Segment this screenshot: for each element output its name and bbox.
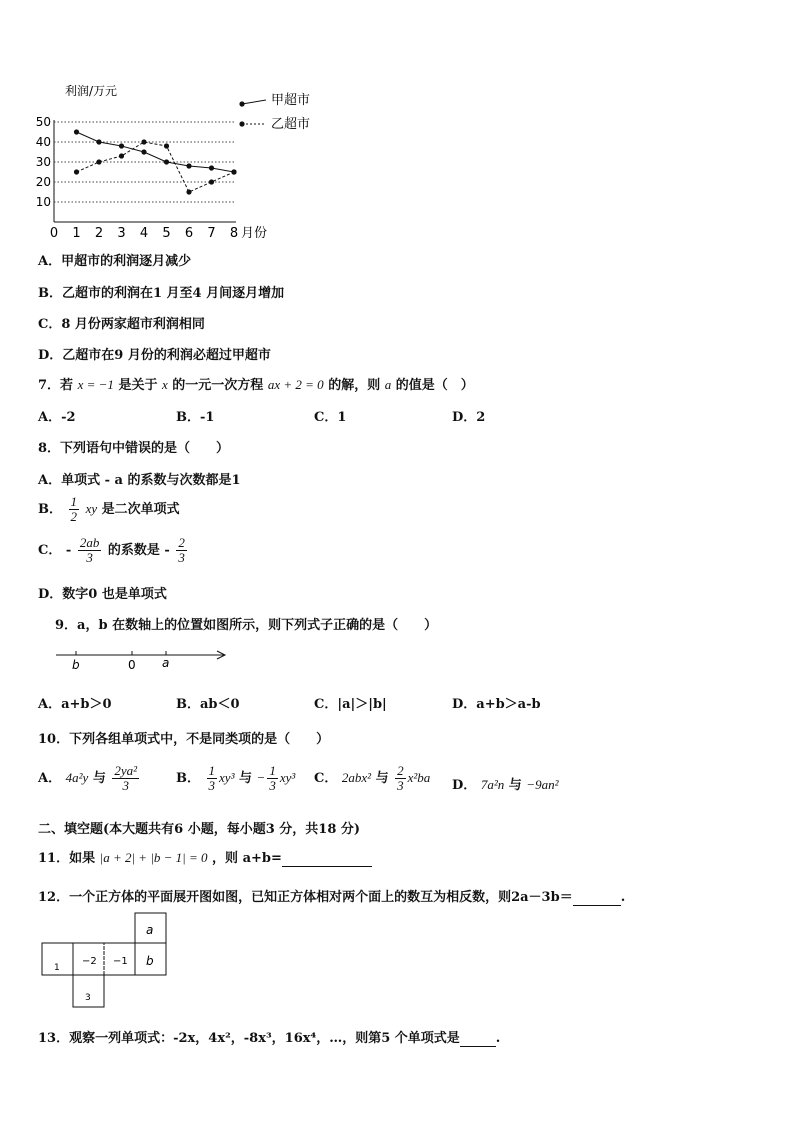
chart-xtick-label: 3 [117, 226, 126, 241]
chart-xtick-label: 4 [139, 226, 149, 241]
section-2-heading: 二、填空题(本大题共有6 小题，每小题3 分，共18 分) [38, 822, 361, 837]
chart-point-0 [186, 163, 191, 168]
q8-option-d: D．数字0 也是单项式 [38, 587, 167, 602]
q8-stem: 8．下列语句中错误的是（ ） [38, 441, 230, 456]
chart-point-1 [209, 179, 214, 184]
q12-stem: 12．一个正方体的平面展开图如图，已知正方体相对两个面上的数互为相反数，则2a－3b＝ . [38, 890, 626, 905]
chart-ytick-label: 30 [35, 155, 51, 169]
cube-face-neg1: −1 [113, 956, 128, 967]
q8-option-c: C． - $\frac{2ab}{3}$ 的系数是 - $\frac{2}{3}$ [38, 535, 185, 565]
chart-ytick-label: 50 [35, 115, 51, 129]
chart-xtick-label: 0 [49, 226, 59, 241]
cube-net-figure [40, 912, 175, 1012]
cube-face-b: b [146, 954, 154, 968]
chart-ytick-label: 10 [35, 195, 51, 209]
chart-xtick-label: 5 [162, 226, 171, 241]
chart-point-1 [96, 159, 101, 164]
q6-option-b: B．乙超市的利润在1 月至4 月间逐月增加 [38, 286, 285, 301]
chart-point-1 [231, 169, 236, 174]
chart-point-1 [186, 189, 191, 194]
q9-option-c: C．|a|＞|b| [314, 697, 387, 712]
q7-option-a: A．-2 [38, 410, 76, 425]
number-line-label-a: a [162, 656, 170, 670]
q6-option-d: D．乙超市在9 月份的利润必超过甲超市 [38, 348, 271, 363]
chart-point-0 [119, 143, 124, 148]
legend-label-0: 甲超市 [271, 93, 311, 108]
chart-xtick-label: 1 [72, 226, 81, 241]
chart-point-0 [164, 159, 169, 164]
number-line-label-0: 0 [128, 658, 136, 672]
legend-line-0 [242, 100, 266, 104]
q6-option-a: A．甲超市的利润逐月减少 [38, 254, 192, 269]
q13-answer-blank[interactable] [460, 1031, 496, 1047]
chart-point-0 [74, 129, 79, 134]
chart-xtick-label: 7 [207, 226, 216, 241]
q9-option-a: A．a+b＞0 [38, 697, 112, 712]
q7-option-c: C．1 [314, 410, 347, 425]
chart-point-1 [164, 143, 169, 148]
q10-option-b: B． $\frac{1}{3}$ xy³ 与 − $\frac{1}{3}$ xy³ [176, 763, 296, 793]
chart-point-1 [119, 153, 124, 158]
q10-stem: 10．下列各组单项式中，不是同类项的是（ ） [38, 732, 330, 747]
chart-xlabel: 月份 [241, 226, 268, 241]
cube-face-a: a [146, 923, 154, 937]
chart-point-1 [74, 169, 79, 174]
q7-option-b: B．-1 [176, 410, 215, 425]
chart-ytick-label: 40 [35, 135, 51, 149]
q8-option-a: A．单项式 - a 的系数与次数都是1 [38, 473, 241, 488]
q9-stem: 9．a，b 在数轴上的位置如图所示，则下列式子正确的是（ ） [55, 618, 438, 633]
chart-ylabel: 利润/万元 [65, 84, 118, 98]
q11-stem: 11．如果 |a + 2| + |b − 1| = 0 ，则 a+b= [38, 847, 372, 867]
q12-answer-blank[interactable] [573, 890, 621, 906]
q9-option-b: B．ab＜0 [176, 697, 240, 712]
q11-answer-blank[interactable] [282, 851, 372, 867]
q10-option-a: A． 4a²y 与 $\frac{\text{2ya²}}{3}$ [38, 763, 138, 793]
q10-option-d: D． 7a²n 与 −9an² [452, 777, 559, 793]
number-line-label-b: b [72, 658, 80, 672]
q10-option-c: C． 2abx² 与 $\frac{2}{3}$ x²ba [314, 763, 431, 793]
chart-point-0 [141, 149, 146, 154]
chart-xtick-label: 8 [229, 226, 239, 241]
chart-xtick-label: 2 [94, 226, 104, 241]
chart-ytick-label: 20 [35, 175, 51, 189]
chart-xtick-label: 6 [184, 226, 194, 241]
chart-point-0 [209, 165, 214, 170]
legend-label-1: 乙超市 [271, 117, 311, 132]
q7-stem: 7．若 x = −1 是关于 x 的一元一次方程 ax + 2 = 0 的解，则 a 的值是（ ） [38, 377, 474, 393]
chart-point-0 [96, 139, 101, 144]
cube-face-3: 3 [85, 993, 91, 1003]
q8-option-b: B． $\frac{1}{2}$ xy 是二次单项式 [38, 494, 180, 524]
q13-stem: 13．观察一列单项式：-2x，4x²，-8x³，16x⁴，…，则第5 个单项式是 . [38, 1031, 501, 1046]
cube-face-1: 1 [54, 963, 60, 973]
q9-option-d: D．a+b＞a-b [452, 697, 541, 712]
profit-line-chart [30, 80, 360, 241]
q7-option-d: D．2 [452, 410, 486, 425]
q6-option-c: C．8 月份两家超市利润相同 [38, 317, 205, 332]
number-line [52, 643, 232, 673]
cube-face-neg2: −2 [82, 956, 97, 967]
chart-point-1 [141, 139, 146, 144]
